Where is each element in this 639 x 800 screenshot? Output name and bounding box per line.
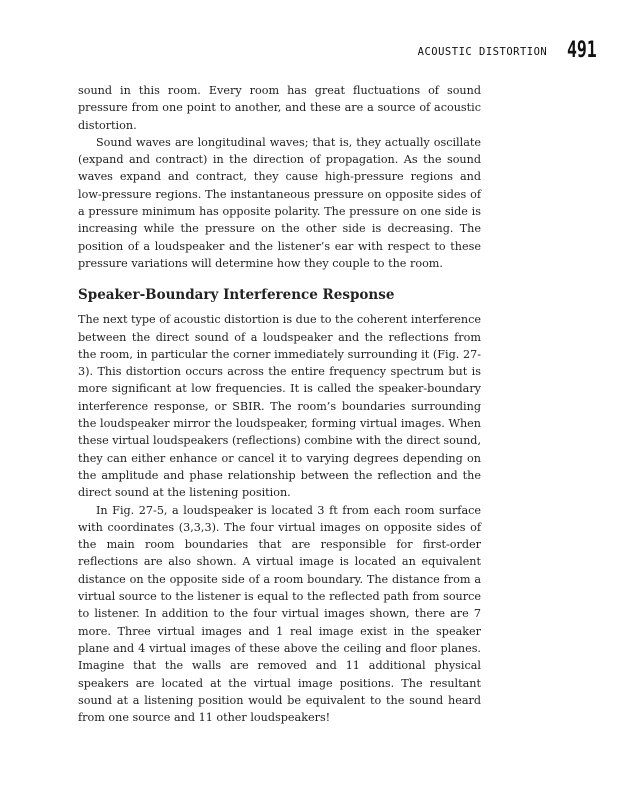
running-head	[418, 40, 597, 62]
body-text	[78, 82, 481, 726]
section-heading: Speaker-Boundary Interference Response	[78, 287, 395, 304]
paragraph-virtual-images: In Fig. 27-5, a loudspeaker is located 3 ft from each room surface with coordinates (3,3,3). The four virtual images on opposite sides of the main room boundaries that are responsible for first-order reflections are also shown. A virtual image is located an equivalent distance on the opposite side of a room boundary. The distance from a virtual source to the listener is equal to the reflected path from source to listener. In addition to the four virtual images shown, there are 7 more. Three virtual images and 1 real image exist in the speaker plane and 4 virtual images of these above the ceiling and floor planes. Imagine that the walls are removed and 11 additional physical speakers are located at the virtual image positions. The resultant sound at a listening position would be equivalent to the sound heard from one source and 11 other loudspeakers!	[78, 503, 481, 725]
paragraph-longitudinal-waves: Sound waves are longitudinal waves; that is, they actually oscillate (expand and contract) in the direction of propagation. As the sound waves expand and contract, they cause high-pressure regions and low-pressure regions. The instantaneous pressure on opposite sides of a pressure minimum has opposite polarity. The pressure on one side is increasing while the pressure on the other side is decreasing. The position of a loudspeaker and the listener’s ear with respect to these pressure variations will determine how they couple to the room.	[78, 135, 481, 270]
page-number: 491	[567, 38, 597, 63]
paragraph-continued: sound in this room. Every room has great fluctuations of sound pressure from one point to another, and these are a source of acoustic distortion.	[78, 84, 481, 132]
running-head-title: ACOUSTIC DISTORTION	[417, 46, 548, 58]
paragraph-sbir: The next type of acoustic distortion is due to the coherent interference between the direct sound of a loudspeaker and the reflections from the room, in particular the corner immediately surrounding it (Fig. 27-3). This distortion occurs across the entire frequency spectrum but is more significant at low frequencies. It is called the speaker-boundary interference response, or SBIR. The room’s boundaries surrounding the loudspeaker mirror the loudspeaker, forming virtual images. When these virtual loudspeakers (reflections) combine with the direct sound, they can either enhance or cancel it to varying degrees depending on the amplitude and phase relationship between the reflection and the direct sound at the listening position.	[78, 313, 481, 500]
